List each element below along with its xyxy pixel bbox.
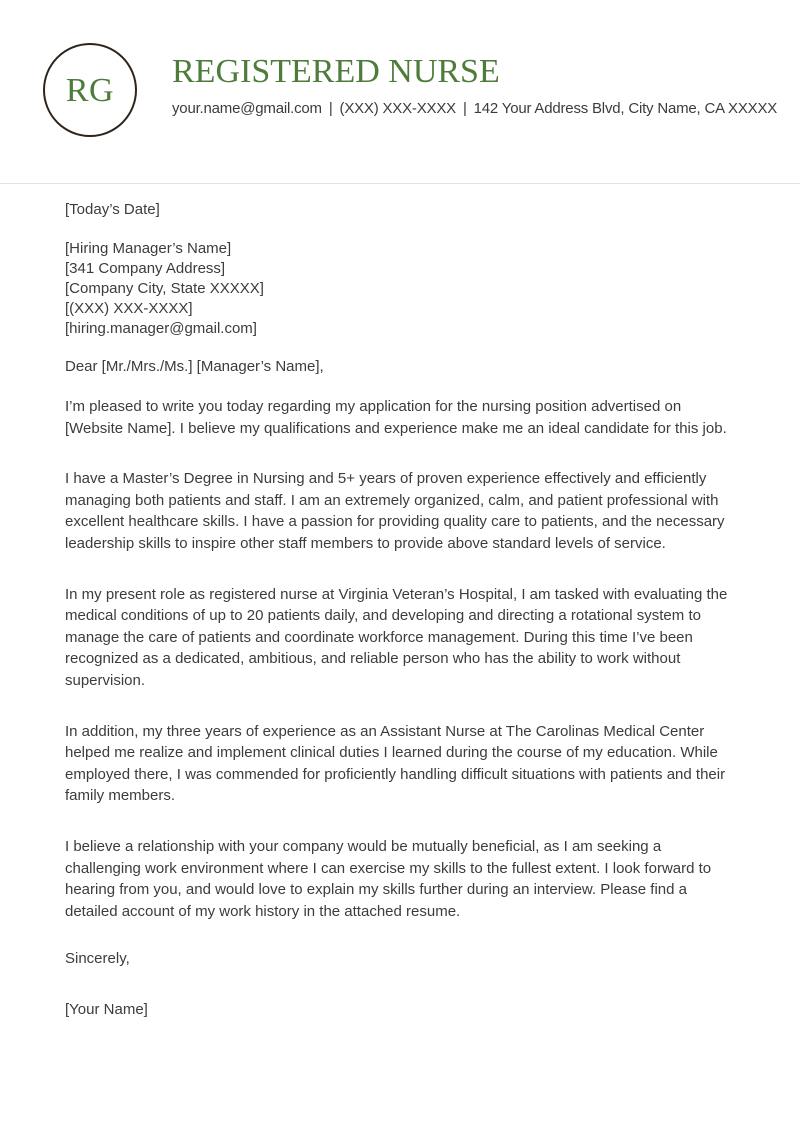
letter-paragraph-prior-experience: In addition, my three years of experience as an Assistant Nurse at The Carolinas Medical Center helped me realize and implement clinical duties I learned during the course of my education. While employed there, I was commended for proficiently handling difficult situations with patients and their family members.	[65, 722, 726, 805]
salutation: Dear [Mr./Mrs./Ms.] [Manager’s Name],	[65, 358, 324, 375]
letter-paragraph-current-role: In my present role as registered nurse at Virginia Veteran’s Hospital, I am tasked with evaluating the medical conditions of up to 20 patients daily, and developing and directing a rotational system to manage the care of patients and coordinate workforce management. During this time I’ve been recognized as a dedicated, ambitious, and reliable person who has the ability to work without supervision.	[65, 585, 728, 689]
contact-email: your.name@gmail.com	[172, 100, 322, 117]
letter-paragraph-closing-pitch: I believe a relationship with your company would be mutually beneficial, as I am seeking a challenging work environment where I can exercise my skills to the fullest extent. I look forward to hearing from you, and would love to explain my skills further during an interview. Please find a detailed account of my work history in the attached resume.	[65, 837, 712, 920]
contact-phone: (XXX) XXX-XXXX	[339, 100, 456, 117]
letterhead	[0, 0, 800, 184]
contact-line	[172, 99, 777, 119]
recipient-email-line: [hiring.manager@gmail.com]	[65, 320, 257, 337]
recipient-address-line: [341 Company Address]	[65, 260, 226, 277]
letter-body	[0, 200, 800, 1020]
recipient-phone-line: [(XXX) XXX-XXXX]	[65, 300, 193, 317]
letter-date: [Today’s Date]	[65, 201, 160, 218]
recipient-city-line: [Company City, State XXXXX]	[65, 280, 264, 297]
contact-separator: |	[328, 100, 333, 117]
letter-paragraph-intro: I’m pleased to write you today regarding my application for the nursing position advertised on [Website Name]. I believe my qualifications and experience make me an ideal candidate for this job.	[65, 398, 727, 437]
signature: [Your Name]	[65, 1001, 148, 1019]
monogram-initials: RG	[65, 72, 115, 109]
closing: Sincerely,	[65, 950, 130, 968]
contact-address: 142 Your Address Blvd, City Name, CA XXXXX	[473, 100, 778, 117]
contact-separator: |	[462, 100, 467, 117]
recipient-block	[65, 239, 737, 339]
page-title: REGISTERED NURSE	[172, 53, 500, 90]
letterhead-text	[172, 52, 777, 119]
monogram-badge	[43, 43, 137, 137]
recipient-name-line: [Hiring Manager’s Name]	[65, 240, 232, 257]
letter-paragraph-qualifications: I have a Master’s Degree in Nursing and 5+ years of proven experience effectively and efficiently managing both patients and staff. I am an extremely organized, calm, and patient professional with excellent healthcare skills. I have a passion for providing quality care to patients, and the necessary leadership skills to inspire other staff members to provide above standard levels of service.	[65, 470, 725, 552]
